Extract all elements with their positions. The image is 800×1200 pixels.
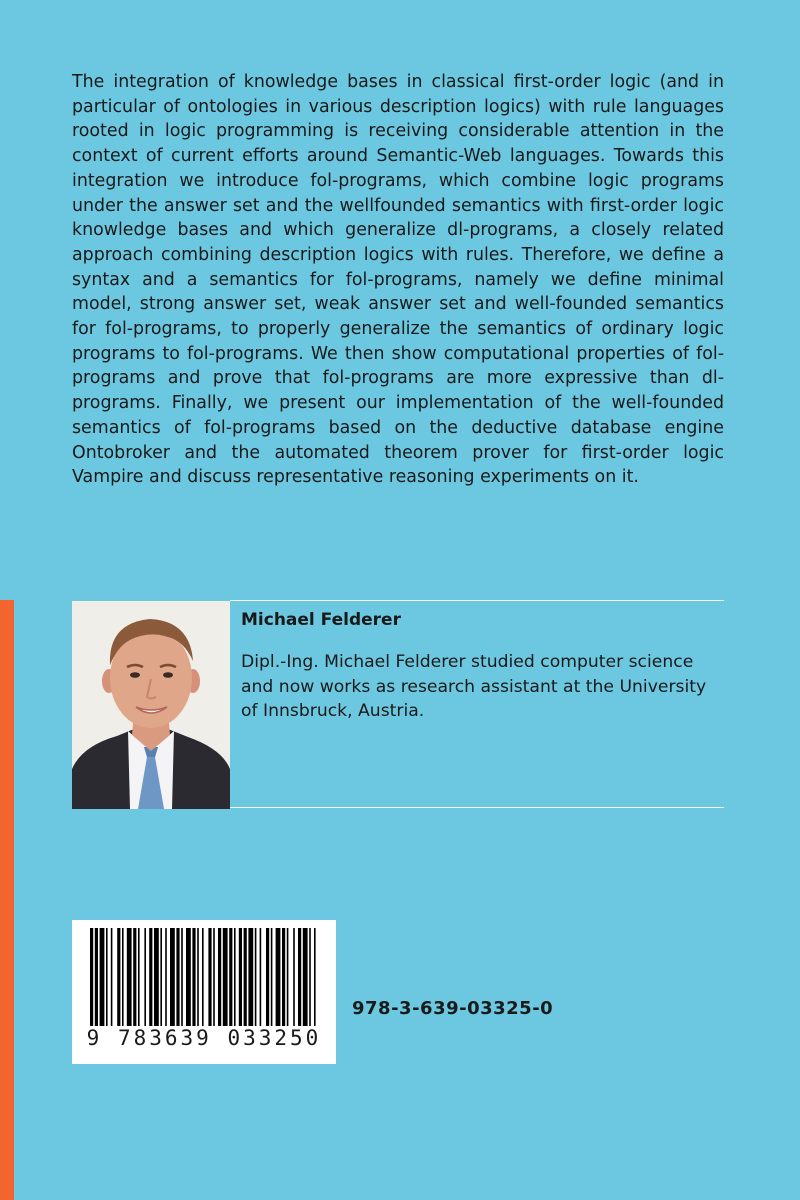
barcode-bar — [170, 928, 175, 1026]
barcode-bar — [122, 928, 124, 1026]
barcode-bar — [255, 928, 257, 1026]
barcode-bar — [266, 928, 269, 1026]
author-name: Michael Felderer — [241, 610, 401, 630]
barcode-bar — [223, 928, 228, 1026]
barcode-bar — [154, 928, 159, 1026]
barcode-bar — [244, 928, 247, 1026]
barcode-bar — [133, 928, 136, 1026]
divider-top — [230, 600, 724, 601]
barcode-bar — [314, 928, 316, 1026]
barcode-bar — [234, 928, 236, 1026]
barcode-bar — [208, 928, 211, 1026]
barcode-bar — [165, 928, 167, 1026]
barcode-bar — [186, 928, 191, 1026]
barcode-bar — [181, 928, 183, 1026]
barcode-bar — [271, 928, 273, 1026]
barcode-bar — [276, 928, 281, 1026]
barcode-bar — [176, 928, 179, 1026]
divider-bottom — [230, 807, 724, 808]
author-photo — [72, 601, 230, 809]
barcode-bar — [117, 928, 120, 1026]
barcode-bar — [192, 928, 195, 1026]
accent-stripe — [0, 600, 14, 1200]
barcode-bar — [160, 928, 162, 1026]
barcode-bar — [127, 928, 132, 1026]
barcode-bar — [218, 928, 221, 1026]
barcode-bar — [90, 928, 93, 1026]
barcode-bar — [239, 928, 242, 1026]
barcode-bar — [213, 928, 215, 1026]
barcode-bar — [303, 928, 308, 1026]
barcode-bar — [106, 928, 108, 1026]
barcode-bar — [100, 928, 105, 1026]
author-bio: Dipl.-Ing. Michael Felderer studied computer science and now works as research assistant at the University of Innsbruck, Austria. — [241, 652, 707, 721]
barcode-bar — [138, 928, 140, 1026]
barcode-bar — [287, 928, 289, 1026]
barcode-bar — [197, 928, 199, 1026]
barcode-bar — [202, 928, 204, 1026]
barcode-digits: 9 783639 033250 — [86, 1026, 322, 1050]
abstract-text: The integration of knowledge bases in classical first-order logic (and in particular of ontologies in various description logics) with rule languages rooted in logic programming is receiving considerable attention in the context of current efforts around Semantic-Web languages. Towards this integration we introduce fol-programs, which combine logic programs under the answer set and the wellfounded semantics with first-order logic knowledge bases and which generalize dl-programs, a closely related approach combining description logics with rules. Therefore, we define a syntax and a semantics for fol-programs, namely we define minimal model, strong answer set, weak answer set and well-founded semantics for fol-programs, to properly generalize the semantics of ordinary logic programs to fol-programs. We then show computational properties of fol-programs and prove that fol-programs are more expressive than dl-programs. Finally, we present our implementation of the well-founded semantics of fol-programs based on the deductive database engine Ontobroker and the automated theorem prover for first-order logic Vampire and discuss representative reasoning experiments on it. — [72, 72, 724, 488]
barcode-bar — [248, 928, 253, 1026]
barcode-bar — [298, 928, 301, 1026]
barcode-bar — [95, 928, 98, 1026]
barcode-bar — [282, 928, 285, 1026]
barcode-bar — [260, 928, 262, 1026]
barcode-bar — [111, 928, 113, 1026]
barcode-bar — [229, 928, 232, 1026]
barcode-bar — [309, 928, 311, 1026]
barcode — [72, 920, 336, 1064]
barcode-bar — [293, 928, 295, 1026]
barcode-bar — [149, 928, 152, 1026]
isbn-number: 978-3-639-03325-0 — [352, 998, 554, 1019]
barcode-bar — [144, 928, 146, 1026]
